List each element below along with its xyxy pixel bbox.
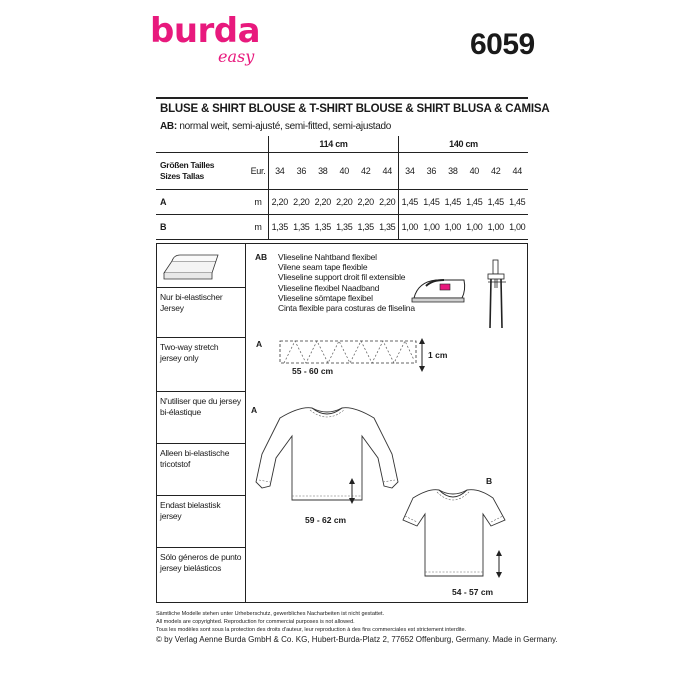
fit-prefix: AB: <box>160 121 177 132</box>
fabric-note: Sólo géneros de punto jersey bielásticos <box>160 552 242 573</box>
size-cell: 44 <box>376 153 398 190</box>
value-cell: 1,45 <box>399 190 421 215</box>
size-cell: 38 <box>312 153 333 190</box>
eur-label: Eur. <box>248 153 269 190</box>
value-cell: 1,45 <box>464 190 485 215</box>
row-label: A <box>156 190 248 215</box>
row-unit: m <box>248 190 269 215</box>
size-cell: 36 <box>291 153 312 190</box>
table-row <box>156 190 528 215</box>
row-label: B <box>156 215 248 240</box>
value-cell: 2,20 <box>355 190 376 215</box>
value-cell: 1,35 <box>312 215 333 240</box>
size-cell: 42 <box>485 153 506 190</box>
fabric-note: Two-way stretch jersey only <box>156 338 246 392</box>
sizes-label-line-1: Größen Tailles <box>160 160 215 170</box>
size-cell: 42 <box>355 153 376 190</box>
fabric-width-b: 140 cm <box>399 136 528 153</box>
fabric-swatch-box <box>156 243 246 288</box>
value-cell: 1,00 <box>421 215 442 240</box>
value-cell: 2,20 <box>291 190 312 215</box>
page-title: BLUSE & SHIRT BLOUSE & T-SHIRT BLOUSE & SHIRT BLUSA & CAMISA <box>160 103 550 115</box>
fit-description <box>160 121 391 132</box>
view-a-label: A <box>251 405 258 415</box>
row-unit: m <box>248 215 269 240</box>
sizes-label-line-2: Sizes Tallas <box>160 171 204 181</box>
size-cell: 44 <box>506 153 528 190</box>
value-cell: 1,00 <box>464 215 485 240</box>
size-cell: 34 <box>269 153 291 190</box>
size-cell: 38 <box>442 153 463 190</box>
yardage-table <box>156 136 528 240</box>
value-cell: 1,00 <box>442 215 463 240</box>
value-cell: 1,35 <box>291 215 312 240</box>
value-cell: 1,45 <box>421 190 442 215</box>
value-cell: 1,45 <box>485 190 506 215</box>
value-cell: 1,00 <box>399 215 421 240</box>
pattern-number: 6059 <box>470 28 535 61</box>
interfacing-line: Vlieseline support droit fil extensible <box>278 272 406 283</box>
fabric-note: Endast bielastisk jersey <box>156 496 246 548</box>
fabric-note: N'utiliser que du jersey bi-élastique <box>156 392 246 444</box>
value-cell: 1,45 <box>506 190 528 215</box>
footer-line: All models are copyrighted. Reproduction for commercial purposes is not allowed. <box>156 619 355 625</box>
burda-logo <box>150 11 280 86</box>
copyright-line: © by Verlag Aenne Burda GmbH & Co. KG, Hubert-Burda-Platz 2, 77652 Offenburg, Germany. Made in Germany. <box>156 635 558 644</box>
value-cell: 1,35 <box>355 215 376 240</box>
interfacing-line: Vlieseline flexibel Naadband <box>278 282 380 293</box>
fabric-width-a: 114 cm <box>269 136 399 153</box>
value-cell: 2,20 <box>312 190 333 215</box>
value-cell: 2,20 <box>269 190 291 215</box>
value-cell: 1,00 <box>506 215 528 240</box>
fabric-note: Alleen bi-elastische tricotstof <box>156 444 246 496</box>
top-divider <box>156 97 528 99</box>
sizes-label <box>156 153 248 190</box>
interfacing-line: Cinta flexible para costuras de fliselina <box>278 303 415 314</box>
fabric-swatch-icon <box>156 243 246 288</box>
size-cell: 36 <box>421 153 442 190</box>
tape-width: 1 cm <box>428 350 448 360</box>
table-row <box>156 215 528 240</box>
interfacing-line: Vlieseline sömtape flexibel <box>278 292 373 303</box>
footer-line: Tous les modèles sont sous la protection des droits d'auteur, leur reproduction à des fins commerciales est strictement interdite. <box>156 627 467 633</box>
copyright-footer <box>156 610 576 644</box>
value-cell: 1,45 <box>442 190 463 215</box>
brand-name: burda <box>150 11 261 51</box>
tape-length: 55 - 60 cm <box>292 366 334 376</box>
fabric-note: Nur bi-elastischer Jersey <box>156 288 246 338</box>
view-b-tshirt-drawing <box>395 478 520 588</box>
fit-text: normal weit, semi-ajusté, semi-fitted, semi-ajustado <box>179 121 392 132</box>
value-cell: 1,35 <box>376 215 398 240</box>
value-cell: 2,20 <box>334 190 355 215</box>
size-cell: 34 <box>399 153 421 190</box>
value-cell: 1,35 <box>334 215 355 240</box>
twin-needle-icon <box>484 258 510 338</box>
tape-label: A <box>256 339 263 349</box>
interfacing-line: Vlieseline Nahtband flexibel <box>278 252 377 262</box>
size-cell: 40 <box>334 153 355 190</box>
size-cell: 40 <box>464 153 485 190</box>
interfacing-label: AB <box>255 252 267 262</box>
iron-icon <box>410 272 470 306</box>
interfacing-line: Vilene seam tape flexible <box>278 262 368 273</box>
value-cell: 2,20 <box>376 190 398 215</box>
view-a-length: 59 - 62 cm <box>305 515 347 525</box>
value-cell: 1,00 <box>485 215 506 240</box>
brand-sub: easy <box>218 47 255 66</box>
view-b-length: 54 - 57 cm <box>452 587 494 597</box>
view-b-label: B <box>486 476 493 486</box>
value-cell: 1,35 <box>269 215 291 240</box>
footer-line: Sämtliche Modelle stehen unter Urheberschutz, gewerbliches Nacharbeiten ist nicht gestattet. <box>156 611 385 617</box>
